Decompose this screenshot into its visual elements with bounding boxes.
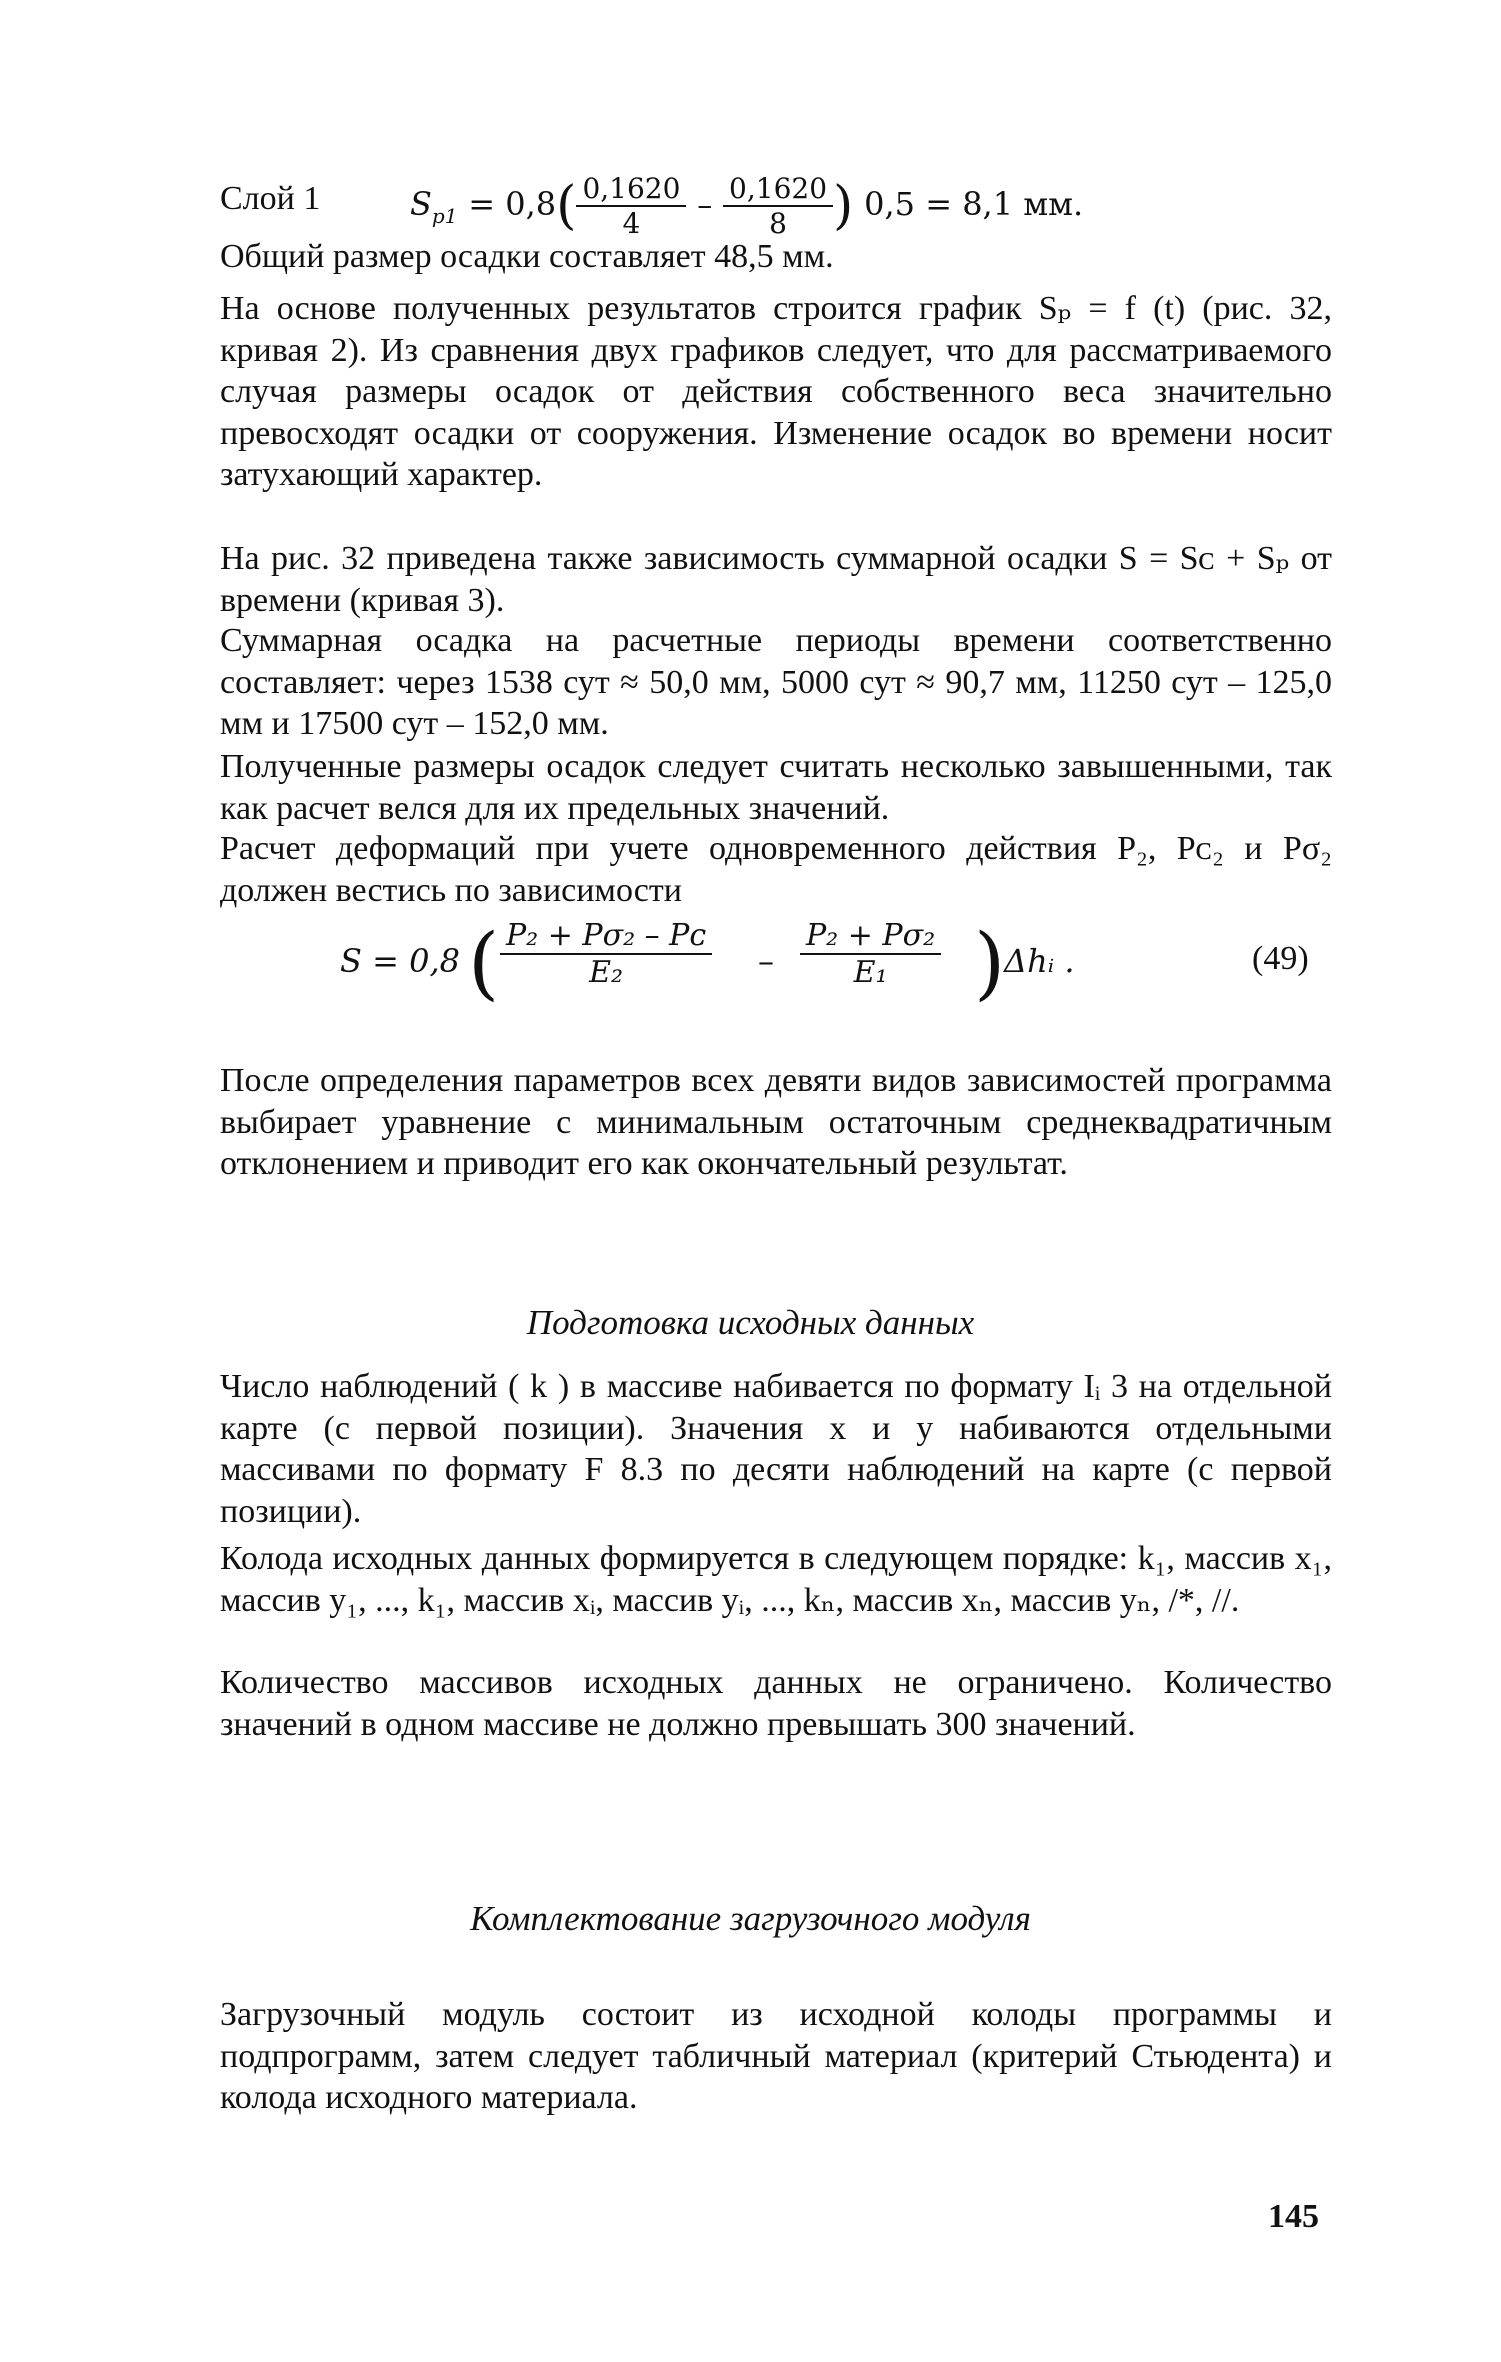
fraction-2-numerator: 0,1620 xyxy=(723,172,833,207)
fraction-2-denominator: 8 xyxy=(769,207,787,240)
formula-fraction-1 xyxy=(576,172,686,240)
layer-formula: $S_{p1} = 0,8$( $\frac{0,1620}{4}$ – $\frac{0,1620}{8}$ ) 0,5 = 8,1 мм. xyxy=(410,172,1084,240)
equation-49-fraction-1 xyxy=(500,918,712,990)
paragraph-graph-description: На основе полученных результатов строится график Sₚ = f (t) (рис. 32, кривая 2). Из сравнения двух графиков следует, что для рассматриваемого случая размеры осадок от действия собственного веса значительно превосходят осадки от сооружения. Изменение осадок во времени носит затухающий характер. xyxy=(220,290,1332,493)
equation-49-number: (49) xyxy=(1252,940,1309,977)
formula-symbol: S xyxy=(410,185,432,223)
fraction-1-denominator: 4 xyxy=(622,207,641,240)
paragraph-total-settlement: Суммарная осадка на расчетные периоды времени соответственно составляет: через 1538 сут ≈ 50,0 мм, 5000 сут ≈ 90,7 мм, 11250 сут – 125,0 мм и 17500 сут – 152,0 мм. xyxy=(220,622,1332,742)
fraction-1-numerator: 0,1620 xyxy=(576,172,686,207)
formula-subscript: p1 xyxy=(431,203,458,228)
formula-minus: – xyxy=(697,188,713,223)
paragraph-overestimated: Полученные размеры осадок следует считать несколько завышенными, так как расчет велся для их предельных значений. xyxy=(220,748,1332,827)
heading-load-module: Комплектование загрузочного модуля xyxy=(470,1899,1031,1938)
paragraph-deformation-calc: Расчет деформаций при учете одновременного действия P₂, Pᴄ₂ и Pσ₂ должен вестись по зависимости xyxy=(220,830,1332,909)
page-number: 145 xyxy=(1268,2198,1319,2235)
equation-49-fraction-2-denominator: E₁ xyxy=(853,955,888,990)
formula-fraction-2 xyxy=(723,172,833,240)
total-settlement-line: Общий размер осадки составляет 48,5 мм. xyxy=(220,238,834,275)
paragraph-total-dependence: На рис. 32 приведена также зависимость суммарной осадки S = Sᴄ + Sₚ от времени (кривая 3). xyxy=(220,540,1332,619)
equation-49-tail: Δhᵢ . xyxy=(1004,942,1075,980)
formula-result: 0,5 = 8,1 мм. xyxy=(864,185,1084,223)
equation-49-lhs: S = 0,8 xyxy=(340,942,460,980)
equation-49-fraction-1-numerator: P₂ + Pσ₂ – Pᴄ xyxy=(500,918,712,955)
paragraph-program-result: После определения параметров всех девяти видов зависимостей программа выбирает уравнение с минимальным остаточным среднеквадратичным отклонением и приводит его как окончательный результат. xyxy=(220,1062,1332,1182)
equation-49-fraction-2-numerator: P₂ + Pσ₂ xyxy=(800,918,941,955)
equation-49-fraction-2 xyxy=(800,918,941,990)
formula-eq: = 0,8 xyxy=(468,185,557,223)
layer-label: Слой 1 xyxy=(220,180,321,217)
paragraph-input-deck: Колода исходных данных формируется в следующем порядке: k₁, массив x₁, массив y₁, ..., k₁, массив xᵢ, массив yᵢ, ..., kₙ, массив xₙ, массив yₙ, /*, //. xyxy=(220,1540,1332,1619)
equation-49-minus: – xyxy=(758,942,774,980)
equation-49-fraction-1-denominator: E₂ xyxy=(589,955,624,990)
heading-input-data: Подготовка исходных данных xyxy=(526,1303,975,1342)
paragraph-observations: Число наблюдений ( k ) в массиве набивается по формату Iᵢ 3 на отдельной карте (с первой позиции). Значения x и y набиваются отдельными массивами по формату F 8.3 по десяти наблюдений на карте (с первой позиции). xyxy=(220,1368,1332,1530)
equation-49: S = 0,8 ( $\frac{\text{P₂ + Pσ₂ – Pᴄ}}{\text{E₂}}$ – $\frac{\text{P₂ + Pσ₂}}{\text{E₁}}$ ) Δhᵢ . xyxy=(340,916,1075,1009)
paragraph-array-limits: Количество массивов исходных данных не ограничено. Количество значений в одном массиве не должно превышать 300 значений. xyxy=(220,1664,1332,1743)
paragraph-load-module: Загрузочный модуль состоит из исходной колоды программы и подпрограмм, затем следует табличный материал (критерий Стьюдента) и колода исходного материала. xyxy=(220,1996,1332,2116)
